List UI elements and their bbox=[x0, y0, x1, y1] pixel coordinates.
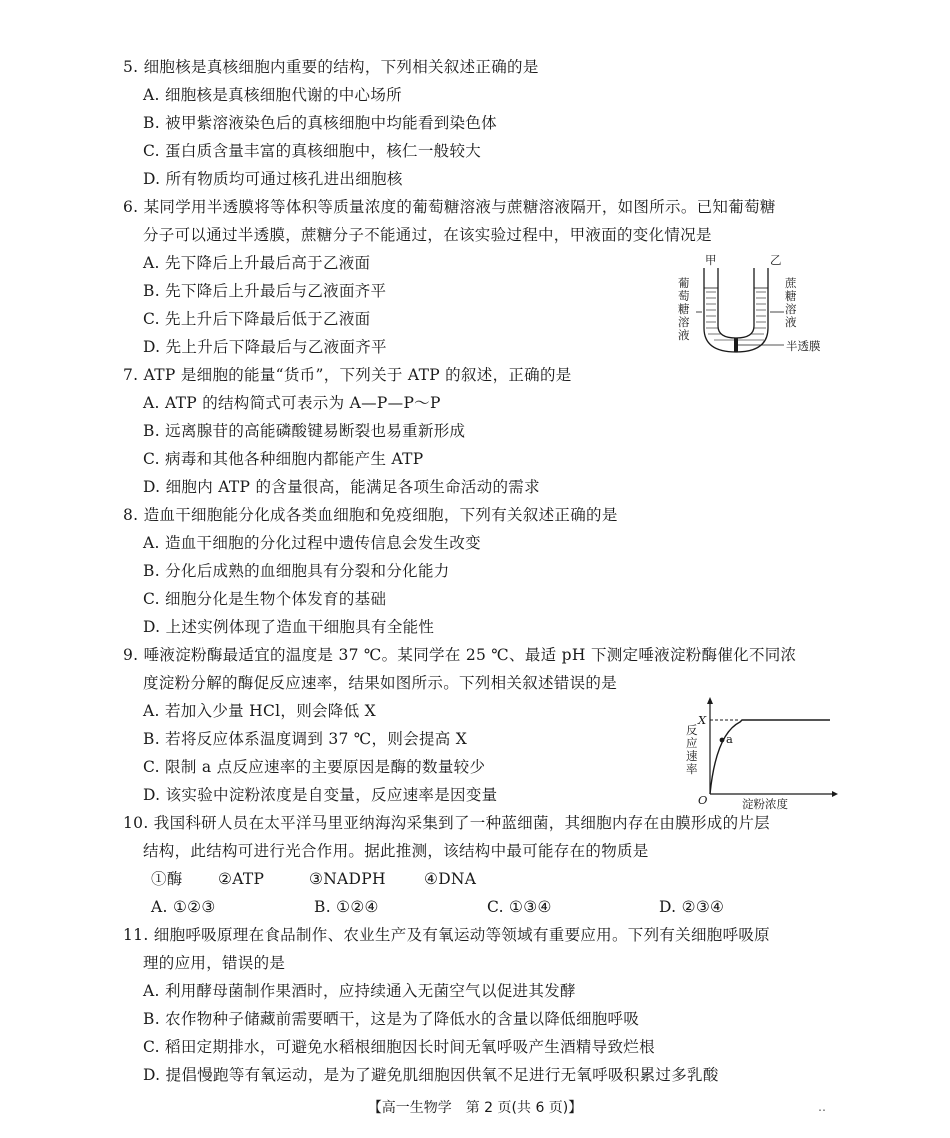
question-6-stem-line1: 6. 某同学用半透膜将等体积等质量浓度的葡萄糖溶液与蔗糖溶液隔开，如图所示。已知葡萄糖 bbox=[123, 198, 776, 216]
u-tube-figure bbox=[672, 252, 842, 358]
question-10-option-c: C. ①③④ bbox=[487, 898, 552, 916]
question-9-option-b: B. 若将反应体系温度调到 37 ℃，则会提高 X bbox=[143, 730, 468, 748]
point-a bbox=[720, 738, 725, 743]
u-tube-inner-wall bbox=[718, 268, 754, 338]
question-11-option-c: C. 稻田定期排水，可避免水稻根细胞因长时间无氧呼吸产生酒精导致烂根 bbox=[143, 1038, 655, 1056]
question-6-option-d: D. 先上升后下降最后与乙液面齐平 bbox=[143, 338, 387, 356]
question-11-option-a: A. 利用酵母菌制作果酒时，应持续通入无菌空气以促进其发酵 bbox=[143, 982, 576, 1000]
question-5-option-c: C. 蛋白质含量丰富的真核细胞中，核仁一般较大 bbox=[143, 142, 482, 160]
origin-label: O bbox=[698, 793, 708, 807]
question-9-option-a: A. 若加入少量 HCl，则会降低 X bbox=[143, 702, 376, 720]
question-5-stem: 5. 细胞核是真核细胞内重要的结构，下列相关叙述正确的是 bbox=[123, 58, 539, 76]
question-8-option-d: D. 上述实例体现了造血干细胞具有全能性 bbox=[143, 618, 435, 636]
sucrose-label-char: 液 bbox=[785, 315, 797, 329]
question-10-option-b: B. ①②④ bbox=[314, 898, 379, 916]
glucose-label-char: 溶 bbox=[678, 315, 690, 329]
corner-mark: ‥ bbox=[818, 1100, 827, 1114]
question-7-stem: 7. ATP 是细胞的能量“货币”，下列关于 ATP 的叙述，正确的是 bbox=[123, 366, 572, 384]
sucrose-label-char: 糖 bbox=[785, 289, 797, 303]
question-10-option-d: D. ②③④ bbox=[659, 898, 725, 916]
question-10-item-3: ③NADPH bbox=[309, 870, 386, 888]
question-9-stem-line1: 9. 唾液淀粉酶最适宜的温度是 37 ℃。某同学在 25 ℃、最适 pH 下测定唾液淀粉酶催化不同浓 bbox=[123, 646, 797, 664]
reaction-rate-graph bbox=[682, 694, 842, 812]
question-10-item-1: ①酶 bbox=[151, 870, 183, 888]
question-9-stem-line2: 度淀粉分解的酶促反应速率，结果如图所示。下列相关叙述错误的是 bbox=[143, 674, 618, 692]
y-axis-arrow-icon bbox=[707, 697, 713, 704]
question-10-item-2: ②ATP bbox=[218, 870, 265, 888]
question-11-option-d: D. 提倡慢跑等有氧运动，是为了避免肌细胞因供氧不足进行无氧呼吸积累过多乳酸 bbox=[143, 1066, 719, 1084]
x-axis-label: 淀粉浓度 bbox=[742, 797, 788, 811]
question-6-option-c: C. 先上升后下降最后低于乙液面 bbox=[143, 310, 371, 328]
glucose-label-char: 萄 bbox=[678, 289, 690, 303]
question-8-option-a: A. 造血干细胞的分化过程中遗传信息会发生改变 bbox=[143, 534, 481, 552]
solution-fill bbox=[706, 292, 766, 340]
question-11-stem-line1: 11. 细胞呼吸原理在食品制作、农业生产及有氧运动等领域有重要应用。下列有关细胞呼吸原 bbox=[123, 926, 770, 944]
question-9-option-c: C. 限制 a 点反应速率的主要原因是酶的数量较少 bbox=[143, 758, 486, 776]
question-10-option-a: A. ①②③ bbox=[151, 898, 216, 916]
y-axis-label-char: 速 bbox=[686, 749, 698, 763]
semipermeable-membrane bbox=[734, 338, 738, 352]
question-8-option-b: B. 分化后成熟的血细胞具有分裂和分化能力 bbox=[143, 562, 450, 580]
question-7-option-d: D. 细胞内 ATP 的含量很高，能满足各项生命活动的需求 bbox=[143, 478, 540, 496]
question-8-option-c: C. 细胞分化是生物个体发育的基础 bbox=[143, 590, 387, 608]
question-5-option-a: A. 细胞核是真核细胞代谢的中心场所 bbox=[143, 86, 402, 104]
question-7-option-a: A. ATP 的结构简式可表示为 A—P—P～P bbox=[143, 394, 441, 412]
y-axis-label-char: 率 bbox=[686, 762, 698, 776]
sucrose-label-char: 溶 bbox=[785, 302, 797, 316]
glucose-label-char: 糖 bbox=[678, 302, 690, 316]
sucrose-label-char: 蔗 bbox=[785, 276, 797, 290]
question-8-stem: 8. 造血干细胞能分化成各类血细胞和免疫细胞，下列有关叙述正确的是 bbox=[123, 506, 618, 524]
page-footer: 【高一生物学 第 2 页(共 6 页)】 bbox=[367, 1100, 583, 1116]
question-11-stem-line2: 理的应用，错误的是 bbox=[143, 954, 286, 972]
question-10-stem-line1: 10. 我国科研人员在太平洋马里亚纳海沟采集到了一种蓝细菌，其细胞内存在由膜形成的片层 bbox=[123, 814, 770, 832]
glucose-label-char: 液 bbox=[678, 328, 690, 342]
glucose-label-char: 葡 bbox=[678, 276, 690, 290]
question-5-option-d: D. 所有物质均可通过核孔进出细胞核 bbox=[143, 170, 403, 188]
question-7-option-c: C. 病毒和其他各种细胞内都能产生 ATP bbox=[143, 450, 424, 468]
question-7-option-b: B. 远离腺苷的高能磷酸键易断裂也易重新形成 bbox=[143, 422, 466, 440]
y-axis-label-char: 应 bbox=[686, 736, 698, 750]
question-10-item-4: ④DNA bbox=[424, 870, 477, 888]
x-mark-label: X bbox=[698, 713, 707, 727]
question-11-option-b: B. 农作物种子储藏前需要晒干，这是为了降低水的含量以降低细胞呼吸 bbox=[143, 1010, 640, 1028]
question-10-stem-line2: 结构，此结构可进行光合作用。据此推测，该结构中最可能存在的物质是 bbox=[143, 842, 649, 860]
y-axis-label-char: 反 bbox=[686, 723, 698, 737]
u-tube-label-yi: 乙 bbox=[770, 253, 782, 267]
question-9-option-d: D. 该实验中淀粉浓度是自变量，反应速率是因变量 bbox=[143, 786, 498, 804]
u-tube-label-jia: 甲 bbox=[705, 253, 717, 267]
question-5-option-b: B. 被甲紫溶液染色后的真核细胞中均能看到染色体 bbox=[143, 114, 497, 132]
membrane-label: 半透膜 bbox=[786, 339, 821, 353]
point-a-label: a bbox=[726, 732, 733, 746]
question-6-option-a: A. 先下降后上升最后高于乙液面 bbox=[143, 254, 371, 272]
x-axis-arrow-icon bbox=[832, 791, 838, 797]
question-6-option-b: B. 先下降后上升最后与乙液面齐平 bbox=[143, 282, 387, 300]
question-6-stem-line2: 分子可以通过半透膜，蔗糖分子不能通过，在该实验过程中，甲液面的变化情况是 bbox=[143, 226, 712, 244]
